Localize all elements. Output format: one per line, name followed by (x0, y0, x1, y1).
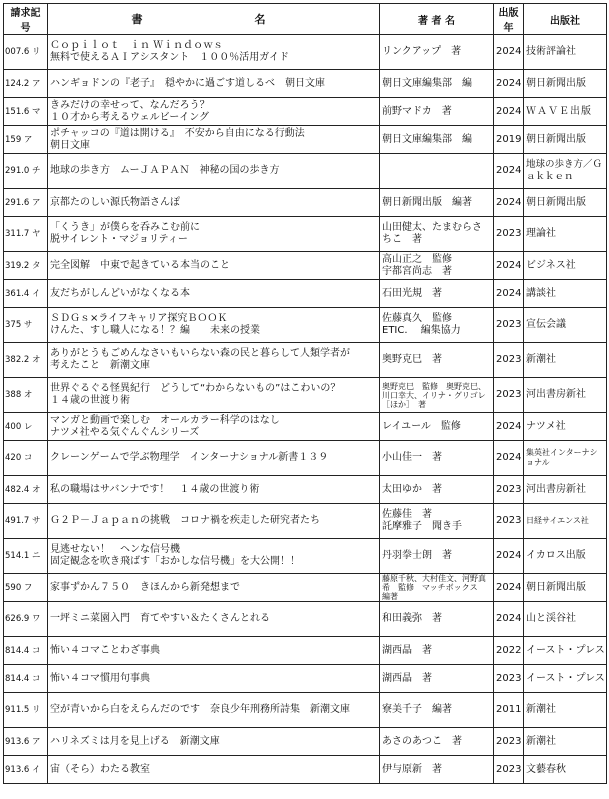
author-cell (380, 637, 494, 665)
year-cell: 2023 (494, 378, 524, 413)
publisher-cell: 朝日新聞出版 (524, 189, 607, 217)
title-cell (48, 665, 380, 693)
table-row (4, 378, 607, 413)
table-row (4, 637, 607, 665)
title-line: 朝日文庫 (50, 139, 90, 151)
title-cell (48, 756, 380, 784)
title-line: 「くうき」が僕らを呑みこむ前に (50, 222, 200, 233)
title-cell (48, 35, 380, 70)
table-row (4, 756, 607, 784)
title-line: １０才から考えるウェルビーイング (50, 111, 209, 123)
call-number-cell: 124.2 ア (4, 70, 48, 98)
publisher-cell: ナツメ社 (524, 413, 607, 441)
call-number-cell: 311.7 ヤ (4, 217, 48, 252)
title-line: 一坪ミニ菜園入門 育てやすい＆たくさんとれる (50, 613, 270, 624)
author-line: 朝日文庫編集部 編 (382, 133, 472, 145)
call-number-header: 請求記号 (4, 4, 48, 35)
year-cell: 2024 (494, 252, 524, 280)
author-line: 宇都宮尚志 著 (382, 265, 452, 277)
publisher-header: 出版社 (524, 4, 607, 35)
table-row (4, 574, 607, 602)
title-line: 家事ずかん７５０ きほんから新発想まで (50, 581, 240, 593)
publisher-cell: 地球の歩き方／Ｇａｋｋｅｎ (524, 154, 607, 189)
call-number-cell: 491.7 サ (4, 504, 48, 539)
table-row (4, 539, 607, 574)
title-line: 京都たのしい源氏物語さんぽ (50, 196, 180, 208)
table-row (4, 189, 607, 217)
author-line: あさのあつこ 著 (382, 735, 462, 747)
publisher-cell: 文藝春秋 (524, 756, 607, 784)
publisher-cell: イースト・プレス (524, 637, 607, 665)
year-cell: 2024 (494, 280, 524, 308)
author-cell (380, 343, 494, 378)
title-line: ポチャッコの『道は開ける』 不安から自由になる行動法 (50, 127, 305, 139)
author-cell (380, 189, 494, 217)
call-number-cell: 814.4 コ (4, 637, 48, 665)
author-line: レイユール 監修 (382, 420, 461, 432)
title-line: 地球の歩き方 ムーＪＡＰＡＮ 神秘の国の歩き方 (50, 165, 280, 176)
author-line: 佐藤佳 著 (382, 509, 432, 520)
author-cell (380, 504, 494, 539)
title-header: 書 名 (48, 4, 380, 35)
author-line: 山田健太、たまむらさ (382, 222, 482, 233)
title-cell (48, 728, 380, 756)
publisher-cell: 宣伝会議 (524, 308, 607, 343)
publisher-cell: 河出書房新社 (524, 378, 607, 413)
title-line: マンガと動画で楽しむ オールカラー科学のはなし (50, 414, 280, 426)
title-cell (48, 189, 380, 217)
table-row (4, 98, 607, 126)
title-cell (48, 343, 380, 378)
title-line: ありがとうもごめんなさいもいらない森の民と暮らして人類学者が (50, 348, 350, 359)
title-line: 考えたこと 新潮文庫 (50, 360, 150, 371)
publisher-cell: 山と渓谷社 (524, 602, 607, 637)
author-line: 編著 (382, 592, 398, 601)
call-number-cell: 291.0 チ (4, 154, 48, 189)
table-row (4, 35, 607, 70)
year-cell: 2024 (494, 98, 524, 126)
author-line: 朝日文庫編集部 編 (382, 77, 472, 89)
title-line: 私の職場はサバンナです！ １４歳の世渡り術 (50, 483, 260, 495)
table-row (4, 728, 607, 756)
author-cell (380, 35, 494, 70)
title-cell (48, 154, 380, 189)
title-line: ＳＤＧｓ×ライフキャリア探究ＢＯＯＫ (50, 313, 228, 324)
year-cell: 2023 (494, 665, 524, 693)
call-number-cell: 911.5 リ (4, 693, 48, 728)
author-line: 朝日新聞出版 編著 (382, 196, 472, 208)
call-number-cell: 913.6 ア (4, 728, 48, 756)
title-line: １４歳の世渡り術 (50, 395, 130, 406)
year-cell: 2024 (494, 413, 524, 441)
publisher-cell: 朝日新聞出版 (524, 70, 607, 98)
title-line: 怖い４コマことわざ事典 (50, 644, 160, 656)
author-line: 託摩雅子 聞き手 (382, 521, 462, 532)
author-line: 寮美千子 編著 (382, 704, 452, 715)
call-number-cell: 007.6 リ (4, 35, 48, 70)
year-cell: 2024 (494, 539, 524, 574)
title-line: 無料で使えるＡＩアシスタント １００％活用ガイド (50, 52, 289, 63)
title-cell (48, 378, 380, 413)
call-number-cell: 913.6 イ (4, 756, 48, 784)
table-row (4, 665, 607, 693)
call-number-cell: 626.9 ワ (4, 602, 48, 637)
year-cell: 2022 (494, 637, 524, 665)
year-cell: 2023 (494, 728, 524, 756)
year-cell: 2024 (494, 35, 524, 70)
call-number-cell: 482.4 オ (4, 476, 48, 504)
year-cell: 2023 (494, 476, 524, 504)
author-line: 川口幸大、イリナ・グリゴレ (382, 390, 486, 400)
author-line: 小山佳一 著 (382, 452, 442, 463)
table-row (4, 602, 607, 637)
call-number-cell: 814.4 コ (4, 665, 48, 693)
call-number-cell: 319.2 タ (4, 252, 48, 280)
call-number-cell: 151.6 マ (4, 98, 48, 126)
author-cell (380, 693, 494, 728)
title-line: 空が青いから白をえらんだのです 奈良少年刑務所詩集 新潮文庫 (50, 704, 350, 715)
author-line: ETIC. 編集協力 (382, 325, 461, 336)
title-line: 世界ぐるぐる怪異紀行 どうして“わからないもの”はこわいの？ (50, 383, 341, 394)
year-cell: 2023 (494, 504, 524, 539)
author-cell (380, 280, 494, 308)
author-line: 佐藤真久 監修 (382, 313, 452, 324)
publisher-cell: 新潮社 (524, 693, 607, 728)
author-cell (380, 252, 494, 280)
table-row (4, 252, 607, 280)
title-line: 固定観念を吹き飛ばす「おかしな信号機」を大公開！！ (50, 556, 300, 567)
author-line: 希 監修 マッチボックス (382, 583, 478, 592)
author-line: 伊与原新 著 (382, 763, 442, 775)
author-cell (380, 308, 494, 343)
publisher-cell: イースト・プレス (524, 665, 607, 693)
title-cell (48, 441, 380, 476)
call-number-cell: 388 オ (4, 378, 48, 413)
table-row (4, 693, 607, 728)
publisher-cell: 新潮社 (524, 728, 607, 756)
book-list-table (3, 3, 607, 784)
call-number-cell: 361.4 イ (4, 280, 48, 308)
title-line: 怖い４コマ慣用句事典 (50, 672, 150, 684)
table-row (4, 413, 607, 441)
publisher-cell: ビジネス社 (524, 252, 607, 280)
title-cell (48, 539, 380, 574)
author-cell (380, 574, 494, 602)
year-cell: 2023 (494, 756, 524, 784)
author-cell (380, 126, 494, 154)
author-cell (380, 602, 494, 637)
table-row (4, 70, 607, 98)
year-cell: 2023 (494, 308, 524, 343)
publisher-cell: 朝日新聞出版 (524, 126, 607, 154)
title-cell (48, 413, 380, 441)
author-cell (380, 665, 494, 693)
title-line: Ｇ２Ｐ－Ｊａｐａｎの挑戦 コロナ禍を疾走した研究者たち (50, 515, 320, 526)
publisher-cell: イカロス出版 (524, 539, 607, 574)
publisher-cell: 技術評論社 (524, 35, 607, 70)
table-row (4, 441, 607, 476)
title-cell (48, 217, 380, 252)
year-cell: 2011 (494, 693, 524, 728)
title-cell (48, 126, 380, 154)
table-row (4, 126, 607, 154)
year-cell: 2024 (494, 574, 524, 602)
author-line: ［ほか］ 著 (382, 399, 426, 409)
title-cell (48, 98, 380, 126)
year-cell: 2024 (494, 602, 524, 637)
year-header: 出版年 (494, 4, 524, 35)
year-cell: 2023 (494, 343, 524, 378)
call-number-cell: 159 ア (4, 126, 48, 154)
author-cell (380, 70, 494, 98)
author-line: 湖西晶 著 (382, 644, 432, 656)
table-row (4, 476, 607, 504)
author-line: ちこ 著 (382, 234, 422, 245)
author-cell (380, 728, 494, 756)
title-cell (48, 504, 380, 539)
author-line: 奥野克巳 監修 奥野克巳、 (382, 381, 486, 391)
table-row (4, 308, 607, 343)
title-cell (48, 308, 380, 343)
publisher-cell: 日経サイエンス社 (524, 504, 607, 539)
table-row (4, 217, 607, 252)
publisher-cell: 新潮社 (524, 343, 607, 378)
title-cell (48, 70, 380, 98)
table-row (4, 154, 607, 189)
call-number-cell: 375 サ (4, 308, 48, 343)
author-header: 著 者 名 (380, 4, 494, 35)
author-cell (380, 756, 494, 784)
title-line: 見逃せない！ ヘンな信号機 (50, 544, 180, 555)
author-cell (380, 154, 494, 189)
publisher-cell: ＷＡＶＥ出版 (524, 98, 607, 126)
call-number-cell: 514.1 ニ (4, 539, 48, 574)
table-row (4, 343, 607, 378)
call-number-cell: 400 レ (4, 413, 48, 441)
publisher-cell: 理論社 (524, 217, 607, 252)
title-cell (48, 602, 380, 637)
call-number-cell: 590 フ (4, 574, 48, 602)
author-line: 高山正之 監修 (382, 253, 452, 265)
publisher-cell: 河出書房新社 (524, 476, 607, 504)
title-line: ハンギョドンの『老子』 穏やかに過ごす道しるべ 朝日文庫 (50, 77, 325, 89)
year-cell: 2024 (494, 441, 524, 476)
author-line: 和田義弥 著 (382, 613, 442, 624)
title-line: クレーンゲームで学ぶ物理学 インターナショナル新書１３９ (50, 452, 329, 463)
title-line: 友だちがしんどいがなくなる本 (50, 287, 190, 299)
title-line: ハリネズミは月を見上げる 新潮文庫 (50, 735, 220, 747)
author-cell (380, 98, 494, 126)
author-cell (380, 539, 494, 574)
author-line: 丹羽拳士朗 著 (382, 550, 452, 561)
call-number-cell: 382.2 オ (4, 343, 48, 378)
publisher-cell: 朝日新聞出版 (524, 574, 607, 602)
author-line: 湖西晶 著 (382, 672, 432, 684)
author-line: 前野マドカ 著 (382, 105, 452, 117)
author-line: 藤原千秋、大村佳文、河野真 (382, 574, 486, 583)
title-line: 脱サイレント・マジョリティー (50, 234, 188, 245)
author-line: 奥野克巳 著 (382, 354, 442, 365)
publisher-cell: 講談社 (524, 280, 607, 308)
author-line: 太田ゆか 著 (382, 483, 442, 495)
table-row (4, 504, 607, 539)
year-cell: 2024 (494, 70, 524, 98)
header-row (4, 4, 607, 35)
call-number-cell: 420 コ (4, 441, 48, 476)
title-line: きみだけの幸せって、なんだろう？ (50, 99, 210, 111)
author-line: リンクアップ 著 (382, 46, 462, 57)
author-cell (380, 217, 494, 252)
title-line: Ｃｏｐｉｌｏｔ ｉｎ Ｗｉｎｄｏｗｓ (50, 40, 224, 51)
title-cell (48, 252, 380, 280)
title-cell (48, 693, 380, 728)
author-line: 石田光規 著 (382, 287, 442, 299)
title-cell (48, 280, 380, 308)
author-cell (380, 378, 494, 413)
title-line: けんた、すし職人になる！？編 未来の授業 (50, 325, 260, 336)
call-number-cell: 291.6 ア (4, 189, 48, 217)
author-cell (380, 413, 494, 441)
title-cell (48, 476, 380, 504)
title-cell (48, 637, 380, 665)
year-cell: 2023 (494, 217, 524, 252)
title-line: 完全図解 中東で起きている本当のこと (50, 259, 230, 271)
table-row (4, 280, 607, 308)
title-line: 宙（そら）わたる教室 (50, 763, 150, 775)
title-cell (48, 574, 380, 602)
author-cell (380, 441, 494, 476)
year-cell: 2019 (494, 126, 524, 154)
year-cell: 2024 (494, 189, 524, 217)
year-cell: 2024 (494, 154, 524, 189)
title-line: ナツメ社やる気ぐんぐんシリーズ (50, 426, 200, 438)
author-cell (380, 476, 494, 504)
publisher-cell: 集英社インターナショナル (524, 441, 607, 476)
